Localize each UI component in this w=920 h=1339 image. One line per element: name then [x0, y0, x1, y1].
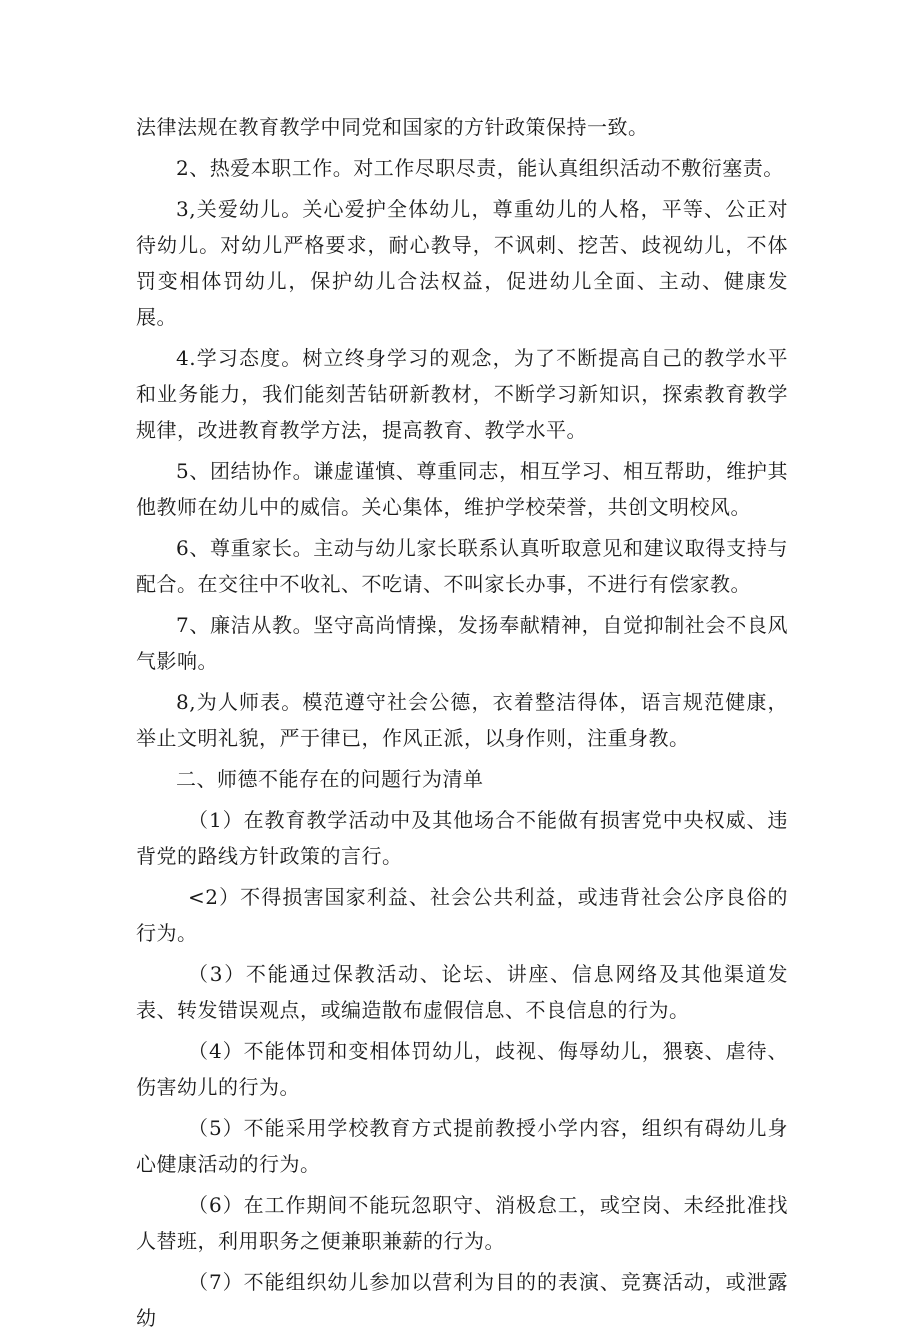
list-item-1: （1）在教育教学活动中及其他场合不能做有损害党中央权威、违背党的路线方针政策的言行。 — [136, 808, 788, 868]
paragraph-item-8: 8,为人师表。模范遵守社会公德，衣着整洁得体，语言规范健康，举止文明礼貌，严于律已，作风正派，以身作则，注重身教。 — [136, 690, 788, 750]
section-heading: 二、师德不能存在的问题行为清单 — [176, 767, 484, 791]
document-body — [136, 109, 788, 1339]
paragraph-item-5: 5、团结协作。谦虚谨慎、尊重同志，相互学习、相互帮助，维护其他教师在幼儿中的威信。关心集体，维护学校荣誉，共创文明校风。 — [136, 459, 788, 519]
list-item-7: （7）不能组织幼儿参加以营利为目的的表演、竞赛活动，或泄露幼 — [136, 1270, 788, 1330]
paragraph-item-3: 3,关爱幼儿。关心爱护全体幼儿，尊重幼儿的人格，平等、公正对待幼儿。对幼儿严格要求，耐心教导，不讽刺、挖苦、歧视幼儿，不体罚变相体罚幼儿，保护幼儿合法权益，促进幼儿全面、主动、健康发展。 — [136, 197, 788, 329]
list-item-5: （5）不能采用学校教育方式提前教授小学内容，组织有碍幼儿身心健康活动的行为。 — [136, 1116, 788, 1176]
paragraph-item-6: 6、尊重家长。主动与幼儿家长联系认真听取意见和建议取得支持与配合。在交往中不收礼、不吃请、不叫家长办事，不进行有偿家教。 — [136, 536, 788, 596]
paragraph-item-2: 2、热爱本职工作。对工作尽职尽责，能认真组织活动不敷衍塞责。 — [176, 156, 784, 180]
list-item-2: <2）不得损害国家利益、社会公共利益，或违背社会公序良俗的行为。 — [136, 885, 788, 945]
list-item-6: （6）在工作期间不能玩忽职守、消极怠工，或空岗、未经批准找人替班，利用职务之便兼职兼薪的行为。 — [136, 1193, 788, 1253]
paragraph-continuation: 法律法规在教育教学中同党和国家的方针政策保持一致。 — [136, 115, 649, 139]
list-item-4: （4）不能体罚和变相体罚幼儿，歧视、侮辱幼儿，猥亵、虐待、伤害幼儿的行为。 — [136, 1039, 788, 1099]
paragraph-item-7: 7、廉洁从教。坚守高尚情操，发扬奉献精神，自觉抑制社会不良风气影响。 — [136, 613, 788, 673]
paragraph-item-4: 4.学习态度。树立终身学习的观念，为了不断提高自己的教学水平和业务能力，我们能刻苦钻研新教材，不断学习新知识，探索教育教学规律，改进教育教学方法，提高教育、教学水平。 — [136, 346, 788, 442]
list-item-3: （3）不能通过保教活动、论坛、讲座、信息网络及其他渠道发表、转发错误观点，或编造散布虚假信息、不良信息的行为。 — [136, 962, 788, 1022]
